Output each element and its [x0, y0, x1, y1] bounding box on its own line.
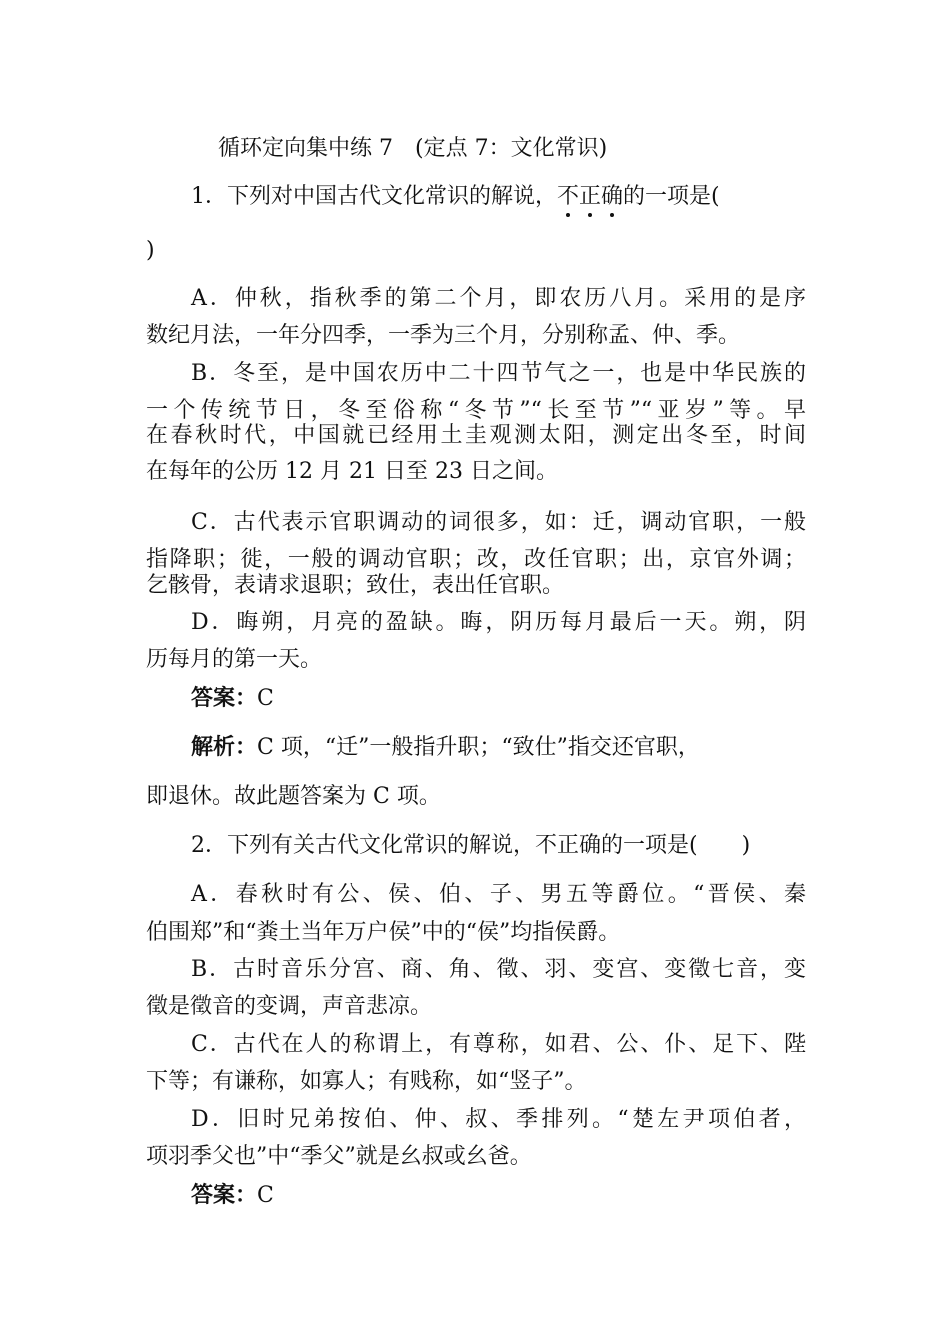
question-1-stem-close: ) [146, 238, 155, 263]
q2-option-d-line: 项羽季父也”中“季父”就是幺叔或幺爸。 [146, 1144, 532, 1169]
answer-label: 答案： [191, 1182, 258, 1208]
q1-option-d-line: D．晦朔，月亮的盈缺。晦，阴历每月最后一天。朔，阴 [191, 610, 806, 635]
q1-option-b-line: B．冬至，是中国农历中二十四节气之一，也是中华民族的 [191, 361, 806, 386]
q2-option-a-line: A．春秋时有公、侯、伯、子、男五等爵位。“晋侯、秦 [191, 882, 806, 907]
answer-value: C [257, 1183, 274, 1208]
q1-option-d-line: 历每月的第一天。 [146, 647, 323, 672]
q1-option-c-line: C．古代表示官职调动的词很多，如：迁，调动官职，一般 [191, 510, 806, 535]
page-title: 循环定向集中练 7 (定点 7：文化常识) [218, 136, 608, 161]
q1-analysis-line: 即退休。故此题答案为 C 项。 [146, 784, 441, 809]
emphasis-char: 确 [601, 184, 624, 209]
emphasis-char: 不 [557, 184, 580, 209]
answer-label: 答案： [191, 685, 258, 711]
question-1-stem-before: 1．下列对中国古代文化常识的解说， [191, 184, 557, 209]
answer-value: C [257, 686, 274, 711]
analysis-text: C 项，“迁”一般指升职；“致仕”指交还官职， [257, 735, 700, 760]
q2-option-c-line: C．古代在人的称谓上，有尊称，如君、公、仆、足下、陛 [191, 1032, 806, 1057]
q1-option-b-line: 在每年的公历 12 月 21 日至 23 日之间。 [146, 459, 558, 484]
q2-option-a-line: 伯围郑”和“粪土当年万户侯”中的“侯”均指侯爵。 [146, 920, 621, 945]
q2-option-d-line: D．旧时兄弟按伯、仲、叔、季排列。“楚左尹项伯者， [191, 1107, 806, 1132]
q1-option-a-line: 数纪月法，一年分四季，一季为三个月，分别称孟、仲、季。 [146, 323, 741, 348]
q1-option-b-line: 在春秋时代，中国就已经用土圭观测太阳，测定出冬至，时间 [146, 423, 806, 448]
q2-answer [191, 1180, 274, 1211]
q2-option-c-line: 下等；有谦称，如寡人；有贱称，如“竖子”。 [146, 1069, 587, 1094]
q1-option-b-line: 一个传统节日，冬至俗称“冬节”“长至节”“亚岁”等。早 [146, 398, 806, 423]
question-2-stem: 2．下列有关古代文化常识的解说，不正确的一项是( ) [191, 833, 751, 858]
q1-answer [191, 683, 274, 714]
question-1-stem [191, 182, 720, 212]
q1-option-a-line: A．仲秋，指秋季的第二个月，即农历八月。采用的是序 [191, 286, 806, 311]
question-1-stem-after: 的一项是( [623, 184, 720, 209]
analysis-label: 解析： [191, 734, 258, 760]
q1-option-c-line: 指降职；徙，一般的调动官职；改，改任官职；出，京官外调； [146, 547, 806, 572]
q2-option-b-line: 徵是徵音的变调，声音悲凉。 [146, 994, 433, 1019]
q1-analysis [191, 732, 700, 763]
emphasis-char: 正 [579, 184, 602, 209]
q1-option-c-line: 乞骸骨，表请求退职；致仕，表出任官职。 [146, 573, 565, 598]
q2-option-b-line: B．古时音乐分宫、商、角、徵、羽、变宫、变徵七音，变 [191, 957, 806, 982]
